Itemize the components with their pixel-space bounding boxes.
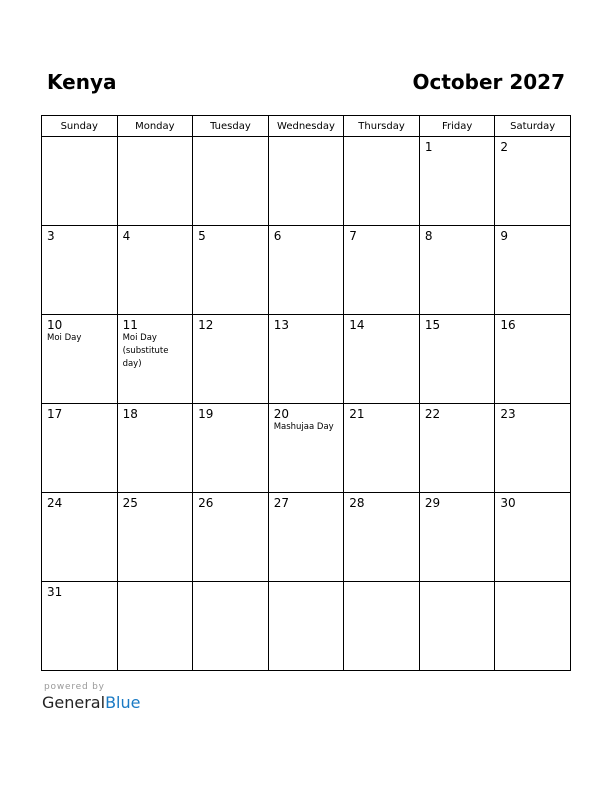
day-cell bbox=[117, 315, 193, 404]
day-cell bbox=[344, 315, 420, 404]
weekday-sunday: Sunday bbox=[42, 116, 118, 137]
day-cell bbox=[268, 493, 344, 582]
day-cell bbox=[268, 226, 344, 315]
weekday-tuesday: Tuesday bbox=[193, 116, 269, 137]
day-number: 17 bbox=[47, 407, 63, 421]
day-cell bbox=[344, 404, 420, 493]
day-number: 1 bbox=[424, 140, 433, 154]
day-number: 29 bbox=[424, 496, 441, 510]
day-number: 11 bbox=[122, 318, 138, 332]
day-number: 18 bbox=[122, 407, 138, 421]
day-cell bbox=[117, 404, 193, 493]
day-cell bbox=[193, 226, 269, 315]
day-number: 23 bbox=[500, 407, 516, 421]
day-number: 14 bbox=[349, 318, 365, 332]
weekday-header-row bbox=[42, 116, 571, 137]
day-cell bbox=[268, 404, 344, 493]
day-cell bbox=[495, 137, 571, 226]
day-cell bbox=[495, 582, 571, 671]
day-cell bbox=[117, 137, 193, 226]
day-cell bbox=[193, 137, 269, 226]
day-cell bbox=[42, 493, 118, 582]
day-cell bbox=[344, 137, 420, 226]
calendar-grid bbox=[41, 115, 571, 671]
day-cell bbox=[419, 582, 495, 671]
holiday-label: Mashujaa Day bbox=[273, 422, 334, 432]
week-row bbox=[42, 137, 571, 226]
day-number: 19 bbox=[198, 407, 214, 421]
day-cell bbox=[268, 315, 344, 404]
day-number: 24 bbox=[47, 496, 63, 510]
day-number: 9 bbox=[500, 229, 509, 243]
day-cell bbox=[419, 315, 495, 404]
day-number: 8 bbox=[424, 229, 433, 243]
day-number: 22 bbox=[424, 407, 441, 421]
day-number: 28 bbox=[349, 496, 365, 510]
month-year-title: October 2027 bbox=[412, 70, 565, 94]
day-number: 3 bbox=[47, 229, 55, 243]
day-cell bbox=[419, 137, 495, 226]
day-cell bbox=[193, 493, 269, 582]
holiday-label: Moi Day (substitute day) bbox=[122, 333, 169, 369]
day-cell bbox=[42, 315, 118, 404]
weekday-friday: Friday bbox=[419, 116, 495, 137]
day-number: 21 bbox=[349, 407, 365, 421]
day-cell bbox=[495, 315, 571, 404]
day-cell bbox=[117, 582, 193, 671]
day-cell bbox=[495, 493, 571, 582]
day-number: 25 bbox=[122, 496, 138, 510]
weekday-saturday: Saturday bbox=[495, 116, 571, 137]
week-row bbox=[42, 226, 571, 315]
day-cell bbox=[42, 404, 118, 493]
day-cell bbox=[344, 226, 420, 315]
day-cell bbox=[419, 493, 495, 582]
powered-by-label: powered by bbox=[44, 682, 105, 692]
day-number: 6 bbox=[273, 229, 282, 243]
day-cell bbox=[193, 404, 269, 493]
day-number: 31 bbox=[47, 585, 63, 599]
day-cell bbox=[42, 582, 118, 671]
weekday-monday: Monday bbox=[117, 116, 193, 137]
day-number: 4 bbox=[122, 229, 131, 243]
day-cell bbox=[419, 226, 495, 315]
day-number: 20 bbox=[273, 407, 289, 421]
day-number: 13 bbox=[273, 318, 289, 332]
week-row bbox=[42, 404, 571, 493]
day-cell bbox=[193, 582, 269, 671]
day-cell bbox=[42, 137, 118, 226]
day-cell bbox=[495, 404, 571, 493]
weekday-thursday: Thursday bbox=[344, 116, 420, 137]
week-row bbox=[42, 315, 571, 404]
generalblue-logo[interactable] bbox=[42, 693, 140, 712]
week-row bbox=[42, 493, 571, 582]
day-cell bbox=[117, 226, 193, 315]
day-cell bbox=[419, 404, 495, 493]
weekday-wednesday: Wednesday bbox=[268, 116, 344, 137]
day-number: 5 bbox=[198, 229, 206, 243]
day-cell bbox=[42, 226, 118, 315]
day-number: 30 bbox=[500, 496, 516, 510]
day-cell bbox=[495, 226, 571, 315]
day-number: 16 bbox=[500, 318, 516, 332]
day-number: 27 bbox=[273, 496, 289, 510]
brand-general: General bbox=[42, 693, 106, 712]
day-number: 12 bbox=[198, 318, 214, 332]
holiday-label: Moi Day bbox=[47, 333, 82, 343]
day-cell bbox=[117, 493, 193, 582]
day-cell bbox=[344, 493, 420, 582]
week-row bbox=[42, 582, 571, 671]
day-number: 7 bbox=[349, 229, 357, 243]
day-cell bbox=[344, 582, 420, 671]
country-title: Kenya bbox=[47, 70, 117, 94]
brand-blue: Blue bbox=[105, 693, 141, 712]
day-number: 10 bbox=[47, 318, 63, 332]
day-number: 15 bbox=[424, 318, 441, 332]
day-number: 2 bbox=[500, 140, 509, 154]
day-cell bbox=[268, 582, 344, 671]
day-cell bbox=[193, 315, 269, 404]
day-cell bbox=[268, 137, 344, 226]
day-number: 26 bbox=[198, 496, 214, 510]
